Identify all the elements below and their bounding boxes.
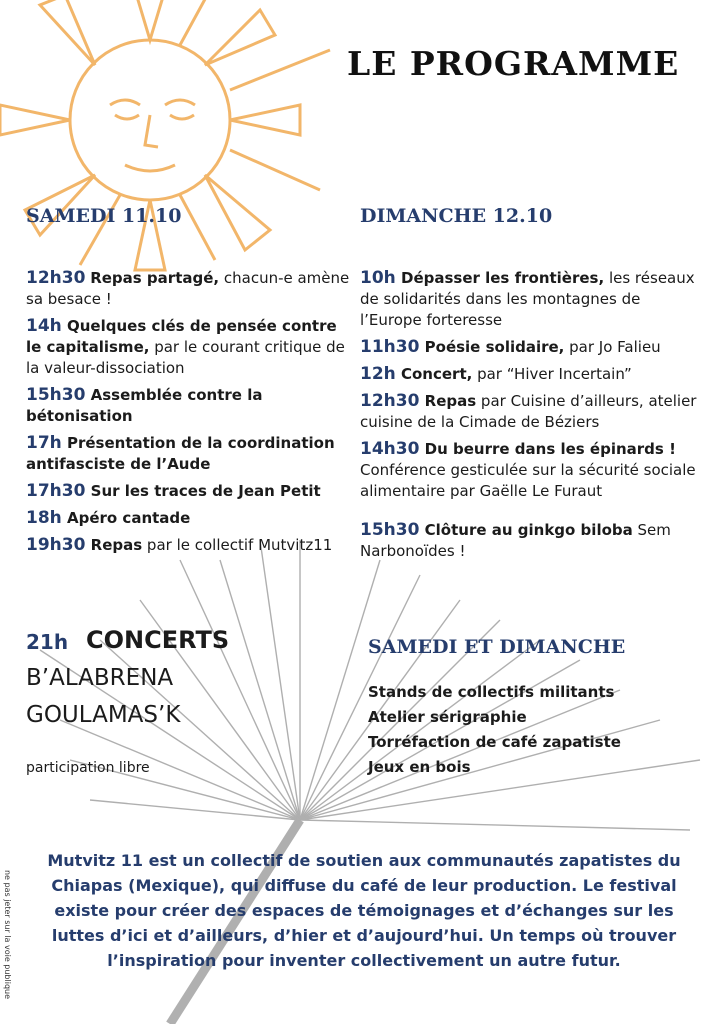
weekend-item: Torréfaction de café zapatiste bbox=[368, 733, 621, 751]
saturday-event: 19h30 Repas par le collectif Mutvitz11 bbox=[26, 535, 333, 555]
saturday-event: 17h30 Sur les traces de Jean Petit bbox=[26, 481, 321, 501]
participation-note: participation libre bbox=[26, 760, 150, 776]
sunday-event: 14h30 Du beurre dans les épinards ! Conférence gesticulée sur la sécurité sociale alimentaire par Gaëlle Le Furaut bbox=[360, 439, 696, 500]
saturday-event: 15h30 Assemblée contre la bétonisation bbox=[26, 385, 263, 425]
sunday-heading: DIMANCHE 12.10 bbox=[360, 205, 553, 227]
sunday-event: 12h30 Repas par Cuisine d’ailleurs, atelier cuisine de la Cimade de Béziers bbox=[360, 391, 697, 431]
collective-description: Mutvitz 11 est un collectif de soutien aux communautés zapatistes du Chiapas (Mexique), qui diffuse du café de leur production. Le festival existe pour créer des espaces de témoignages et d’échanges sur les luttes d’ici et d’ailleurs, d’hier et d’aujourd’hui. Un temps où trouver l’inspiration pour inventer collectivement un autre futur. bbox=[47, 851, 681, 970]
weekend-item: Atelier sérigraphie bbox=[368, 708, 527, 726]
saturday-event: 17h Présentation de la coordination antifasciste de l’Aude bbox=[26, 433, 335, 473]
band-name: B’ALABRENA bbox=[26, 665, 174, 691]
concert-time: 21h bbox=[26, 630, 69, 654]
page-title: LE PROGRAMME bbox=[347, 44, 680, 83]
saturday-schedule bbox=[26, 268, 356, 562]
weekend-list bbox=[368, 680, 621, 780]
sunday-event: 12h Concert, par “Hiver Incertain” bbox=[360, 364, 632, 384]
sunday-event: 10h Dépasser les frontières, les réseaux de solidarités dans les montagnes de l’Europe forteresse bbox=[360, 268, 695, 329]
side-note: ne pas jeter sur la voie publique bbox=[3, 869, 13, 1000]
weekend-heading: SAMEDI ET DIMANCHE bbox=[368, 636, 626, 658]
saturday-event: 18h Apéro cantade bbox=[26, 508, 191, 528]
weekend-item: Jeux en bois bbox=[368, 758, 471, 776]
sunday-event: 15h30 Clôture au ginkgo biloba Sem Narbonoïdes ! bbox=[360, 520, 671, 560]
saturday-event: 14h Quelques clés de pensée contre le capitalisme, par le courant critique de la valeur-dissociation bbox=[26, 316, 345, 377]
sunday-schedule bbox=[360, 268, 700, 568]
sunday-event: 11h30 Poésie solidaire, par Jo Falieu bbox=[360, 337, 661, 357]
weekend-item: Stands de collectifs militants bbox=[368, 683, 615, 701]
saturday-event: 12h30 Repas partagé, chacun-e amène sa besace ! bbox=[26, 268, 350, 308]
band-name: GOULAMAS’K bbox=[26, 702, 181, 728]
saturday-heading: SAMEDI 11.10 bbox=[26, 205, 182, 227]
concert-title: CONCERTS bbox=[86, 626, 230, 654]
sun-illustration bbox=[0, 0, 330, 270]
